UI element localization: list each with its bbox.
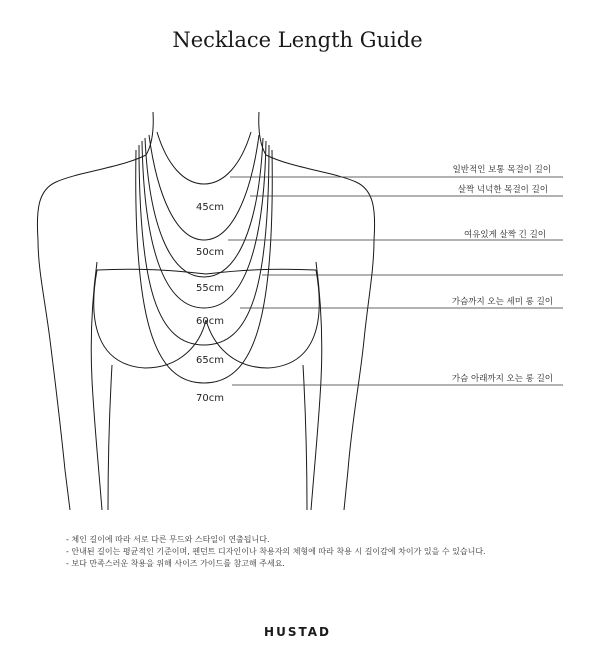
right-shoulder-arm: [266, 155, 375, 510]
right-side-line: [303, 365, 307, 510]
desc-55cm: 여유있게 살짝 긴 길이: [463, 230, 546, 240]
length-label-45cm: 45cm: [196, 202, 224, 213]
brand-logo: HUSTAD: [264, 625, 331, 639]
page-title: Necklace Length Guide: [172, 28, 423, 52]
note-item: - 보다 만족스러운 착용을 위해 사이즈 가이드를 참고해 주세요.: [66, 559, 285, 568]
desc-50cm: 살짝 넉넉한 목걸이 길이: [457, 185, 548, 195]
desc-65cm: 가슴까지 오는 세미 롱 길이: [451, 297, 553, 307]
right-inner-arm: [311, 262, 322, 510]
note-item: - 체인 길이에 따라 서로 다른 무드와 스타일이 연출됩니다.: [66, 535, 270, 544]
length-label-50cm: 50cm: [196, 247, 224, 258]
desc-45cm: 일반적인 보통 목걸이 길이: [452, 165, 551, 175]
length-label-60cm: 60cm: [196, 316, 224, 327]
neck-left: [146, 112, 153, 155]
necklace-65cm: [139, 145, 269, 345]
left-side-line: [108, 365, 112, 510]
necklace-45cm: [157, 132, 251, 184]
length-label-70cm: 70cm: [196, 393, 224, 404]
left-inner-arm: [91, 262, 102, 510]
necklace-50cm: [149, 135, 259, 240]
length-label-55cm: 55cm: [196, 283, 224, 294]
top-band: [97, 269, 316, 274]
note-item: - 안내된 길이는 평균적인 기준이며, 펜던트 디자인이나 착용자의 체형에 따라 착용 시 길이감에 차이가 있을 수 있습니다.: [66, 547, 486, 556]
desc-70cm: 가슴 아래까지 오는 롱 길이: [451, 374, 553, 384]
necklace-70cm: [136, 150, 273, 383]
length-label-65cm: 65cm: [196, 355, 224, 366]
notes-list: [66, 534, 566, 570]
